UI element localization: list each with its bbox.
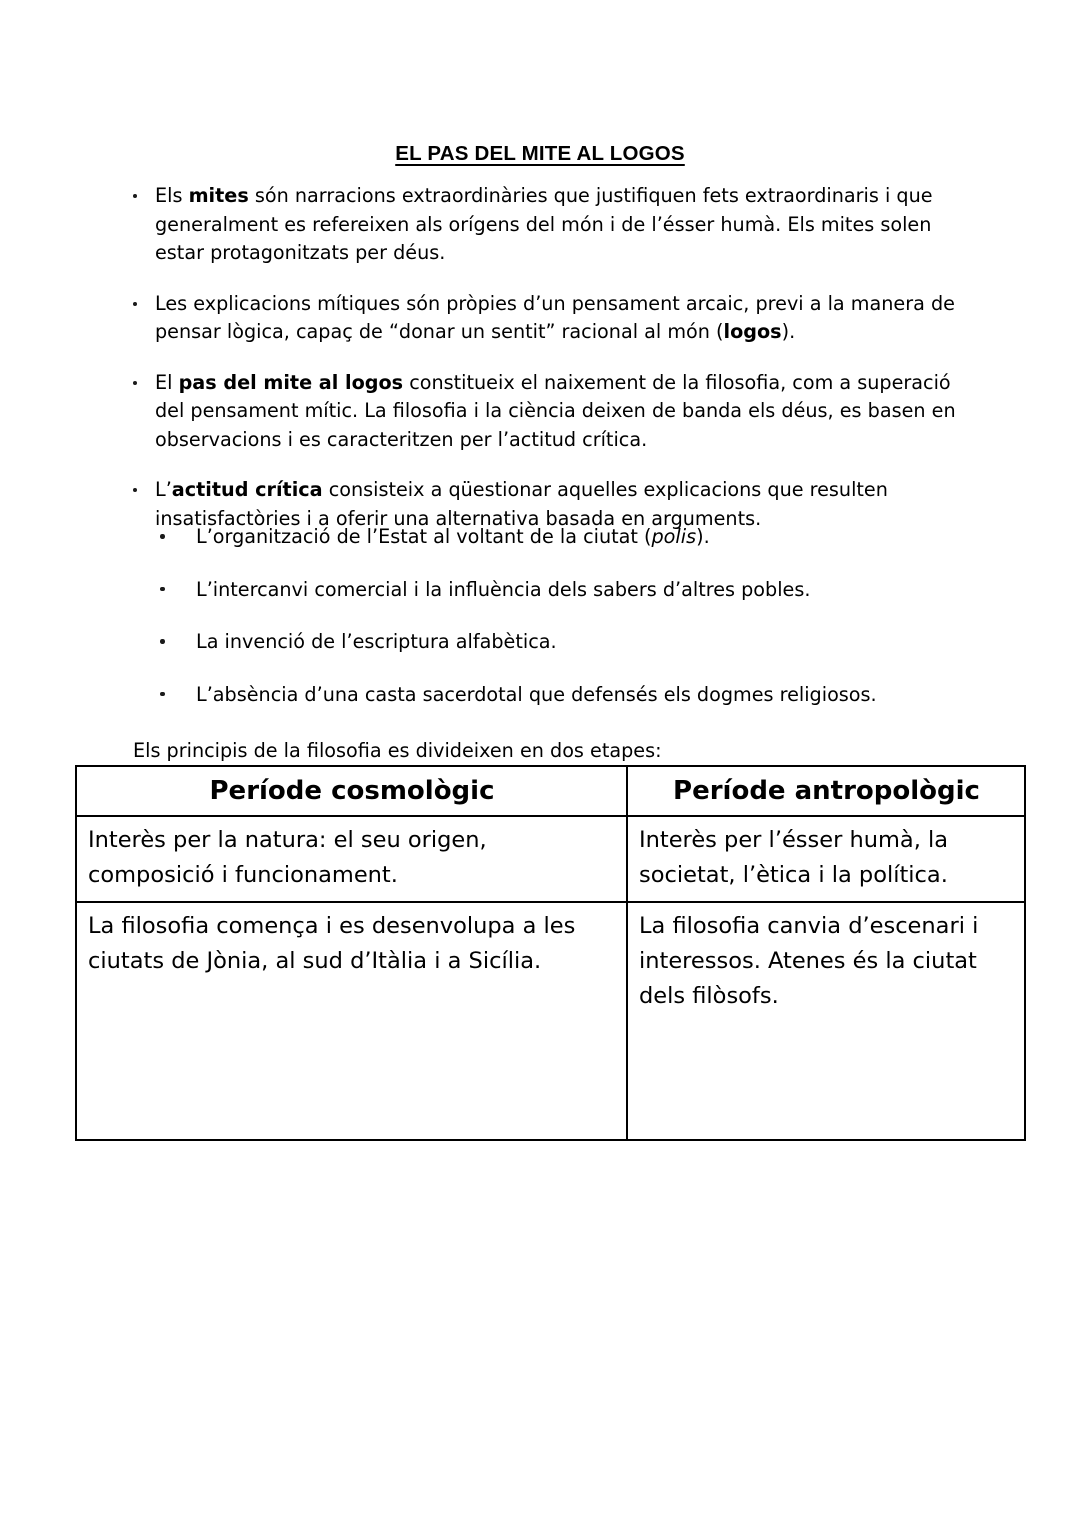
sub-bullet-item-absencia-casta-sacerdotal xyxy=(0,681,1080,710)
table-cell-antropologic-origen: La filosofia canvia d’escenari i interessos. Atenes és la ciutat dels filòsofs. xyxy=(627,902,1025,1140)
main-bullet-list xyxy=(0,182,1080,533)
etapes-table xyxy=(75,765,1026,1141)
sub-bullet-text: L’intercanvi comercial i la influència dels sabers d’altres pobles. xyxy=(196,577,811,601)
sub-bullet-text: La invenció de l’escriptura alfabètica. xyxy=(196,630,557,653)
table-cell-antropologic-interes: Interès per l’ésser humà, la societat, l’ètica i la política. xyxy=(627,816,1025,902)
table-header-periode-cosmologic: Període cosmològic xyxy=(76,766,627,816)
table-header xyxy=(76,766,1025,816)
table-header-row xyxy=(76,766,1025,816)
table-intro-text: Els principis de la filosofia es divideixen en dos etapes: xyxy=(133,739,662,763)
sub-bullet-item-invencio-escriptura xyxy=(0,628,1080,657)
bullet-text: Els mites són narracions extraordinàries que justifiquen fets extraordinaris i que generalment es refereixen als orígens del món i de l’ésser humà. Els mites solen estar protagonitzats per déus. xyxy=(155,184,933,264)
table-row xyxy=(76,816,1025,902)
bullet-dot-icon xyxy=(133,381,137,385)
bullet-text: L’actitud crítica consisteix a qüestionar aquelles explicacions que resulten insatisfactòries i a oferir una alternativa basada en arguments. xyxy=(155,478,888,530)
table-body xyxy=(76,816,1025,1140)
table-row xyxy=(76,902,1025,1140)
table-cell-cosmologic-origen: La filosofia comença i es desenvolupa a les ciutats de Jònia, al sud d’Itàlia i a Sicília. xyxy=(76,902,627,1140)
sub-bullet-text: L’absència d’una casta sacerdotal que defensés els dogmes religiosos. xyxy=(196,682,877,706)
sub-bullet-list xyxy=(0,523,1080,709)
bullet-dot-icon xyxy=(160,534,165,539)
bullet-text: Les explicacions mítiques són pròpies d’un pensament arcaic, previ a la manera de pensar lògica, capaç de “donar un sentit” racional al món (logos). xyxy=(155,291,955,343)
sub-bullet-item-intercanvi-comercial xyxy=(0,576,1080,605)
bullet-item-mites xyxy=(0,182,1080,268)
bullet-dot-icon xyxy=(133,302,137,306)
bullet-item-pas-mite-logos xyxy=(0,369,1080,455)
table-cell-cosmologic-interes: Interès per la natura: el seu origen, composició i funcionament. xyxy=(76,816,627,902)
sub-bullet-item-organitzacio-estat xyxy=(0,523,1080,552)
page-title: EL PAS DEL MITE AL LOGOS xyxy=(395,141,685,165)
table-header-periode-antropologic: Període antropològic xyxy=(627,766,1025,816)
sub-bullet-text: L’organització de l’Estat al voltant de la ciutat (polis). xyxy=(196,525,710,548)
bullet-text: El pas del mite al logos constitueix el naixement de la filosofia, com a superació del pensament mític. La filosofia i la ciència deixen de banda els déus, es basen en observacions i es caracteritzen per l’actitud crítica. xyxy=(155,370,956,451)
bullet-dot-icon xyxy=(160,692,165,697)
bullet-item-explicacions-mitiques xyxy=(0,290,1080,347)
bullet-dot-icon xyxy=(133,194,137,198)
bullet-dot-icon xyxy=(160,587,165,592)
bullet-dot-icon xyxy=(160,639,165,644)
bullet-dot-icon xyxy=(133,488,137,492)
